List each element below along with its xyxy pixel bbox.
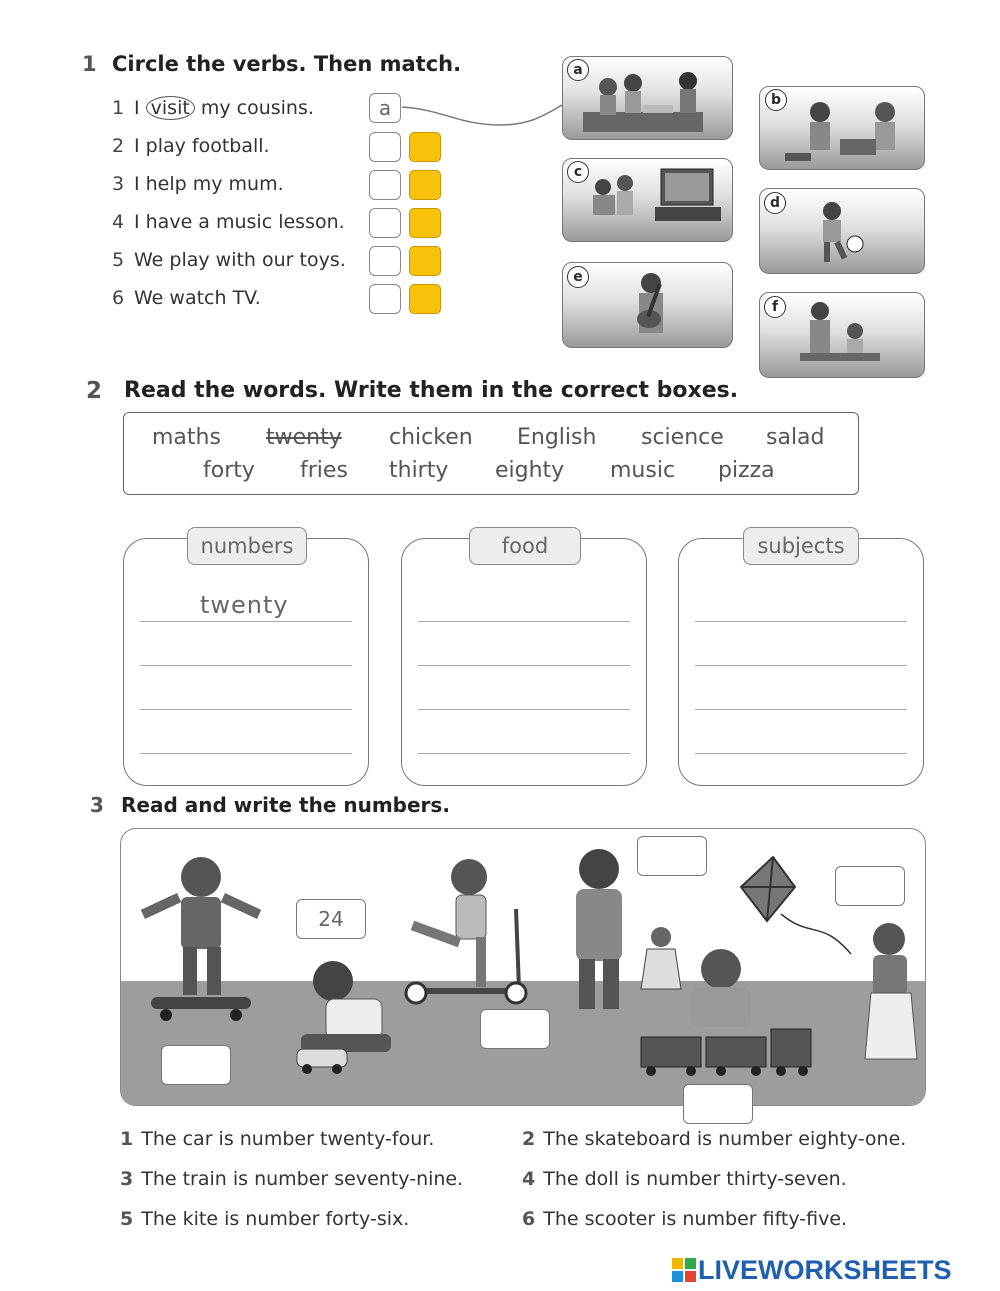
picture-label: b [765, 89, 787, 111]
answer-box-1: a [369, 93, 401, 123]
write-line[interactable] [140, 753, 352, 754]
write-line[interactable] [140, 621, 352, 622]
item-text: I play football. [134, 135, 270, 157]
example-answer: twenty [200, 591, 289, 619]
item-number: 3 [112, 173, 125, 195]
write-line[interactable] [418, 621, 630, 622]
item-text: We watch TV. [134, 287, 261, 309]
category-box-subjects [678, 534, 924, 786]
category-box-food [401, 534, 647, 786]
word: English [517, 425, 597, 450]
sentence-text: The car is number twenty-four. [141, 1128, 435, 1150]
number-input-train[interactable] [683, 1084, 753, 1124]
sentence-2 [522, 1128, 906, 1150]
answer-dropdown-4[interactable] [409, 208, 441, 238]
answer-dropdown-2[interactable] [409, 132, 441, 162]
word-crossed-out: twenty [266, 425, 342, 450]
word: chicken [389, 425, 473, 450]
write-line[interactable] [695, 665, 907, 666]
word: thirty [389, 458, 449, 483]
item-text: We play with our toys. [134, 249, 346, 271]
sentence-3 [120, 1168, 463, 1190]
liveworksheets-brand: LIVEWORKSHEETS [698, 1255, 952, 1285]
section-3-title: Read and write the numbers. [121, 793, 450, 817]
sentence-number: 3 [120, 1168, 134, 1190]
picture-label: e [567, 266, 589, 288]
item-1 [112, 97, 314, 119]
item-number: 2 [112, 135, 125, 157]
sentence-text: The train is number seventy-nine. [141, 1168, 464, 1190]
item-6 [112, 287, 261, 309]
write-line[interactable] [695, 621, 907, 622]
item-text: I have a music lesson. [134, 211, 345, 233]
liveworksheets-logo-icon [672, 1258, 696, 1282]
sentence-text: The kite is number forty-six. [141, 1208, 410, 1230]
number-input-skateboard[interactable] [161, 1045, 231, 1085]
answer-box-5[interactable] [369, 246, 401, 276]
number-input-kite[interactable] [835, 866, 905, 906]
word: eighty [495, 458, 565, 483]
match-line [400, 95, 565, 135]
word: maths [152, 425, 221, 450]
item-text: I help my mum. [134, 173, 284, 195]
section-2-title: Read the words. Write them in the correct boxes. [124, 378, 739, 403]
section-2-number: 2 [86, 378, 103, 404]
write-line[interactable] [418, 709, 630, 710]
item-3 [112, 173, 284, 195]
playground-scene [120, 828, 926, 1106]
item-2 [112, 135, 270, 157]
sentence-number: 5 [120, 1208, 134, 1230]
word-bank [123, 412, 859, 495]
answer-box-3[interactable] [369, 170, 401, 200]
section-1-number: 1 [82, 52, 97, 76]
word: fries [300, 458, 348, 483]
answer-box-2[interactable] [369, 132, 401, 162]
playground-illustration [121, 829, 926, 1106]
number-input-doll[interactable] [637, 836, 707, 876]
sentence-text: The doll is number thirty-seven. [543, 1168, 847, 1190]
circled-verb: visit [146, 96, 195, 120]
write-line[interactable] [418, 753, 630, 754]
word: science [641, 425, 724, 450]
write-line[interactable] [695, 709, 907, 710]
picture-label: d [764, 192, 786, 214]
sentence-5 [120, 1208, 409, 1230]
answer-dropdown-3[interactable] [409, 170, 441, 200]
word: music [610, 458, 676, 483]
picture-label: c [567, 161, 589, 183]
word: salad [766, 425, 825, 450]
item-number: 5 [112, 249, 125, 271]
write-line[interactable] [140, 709, 352, 710]
answer-box-4[interactable] [369, 208, 401, 238]
answer-dropdown-6[interactable] [409, 284, 441, 314]
category-label: subjects [743, 527, 859, 565]
section-3-number: 3 [90, 793, 104, 817]
sentence-number: 4 [522, 1168, 536, 1190]
write-line[interactable] [695, 753, 907, 754]
word: forty [203, 458, 255, 483]
sentence-1 [120, 1128, 434, 1150]
sentence-6 [522, 1208, 847, 1230]
sentence-number: 6 [522, 1208, 536, 1230]
sentence-number: 2 [522, 1128, 536, 1150]
write-line[interactable] [140, 665, 352, 666]
category-label: numbers [187, 527, 307, 565]
item-text-after: my cousins. [194, 97, 314, 119]
category-label: food [469, 527, 581, 565]
sentence-number: 1 [120, 1128, 134, 1150]
item-4 [112, 211, 345, 233]
sentence-text: The skateboard is number eighty-one. [543, 1128, 907, 1150]
category-box-numbers [123, 534, 369, 786]
sentence-text: The scooter is number fifty-five. [543, 1208, 848, 1230]
write-line[interactable] [418, 665, 630, 666]
item-text-before: I [134, 97, 146, 119]
number-input-example: 24 [296, 899, 366, 939]
answer-box-6[interactable] [369, 284, 401, 314]
section-1-title: Circle the verbs. Then match. [112, 52, 462, 76]
item-5 [112, 249, 346, 271]
picture-label: a [567, 59, 589, 81]
sentence-4 [522, 1168, 847, 1190]
picture-label: f [764, 296, 786, 318]
item-number: 6 [112, 287, 125, 309]
item-number: 1 [112, 97, 125, 119]
item-number: 4 [112, 211, 125, 233]
word: pizza [718, 458, 775, 483]
number-input-scooter[interactable] [480, 1009, 550, 1049]
answer-dropdown-5[interactable] [409, 246, 441, 276]
